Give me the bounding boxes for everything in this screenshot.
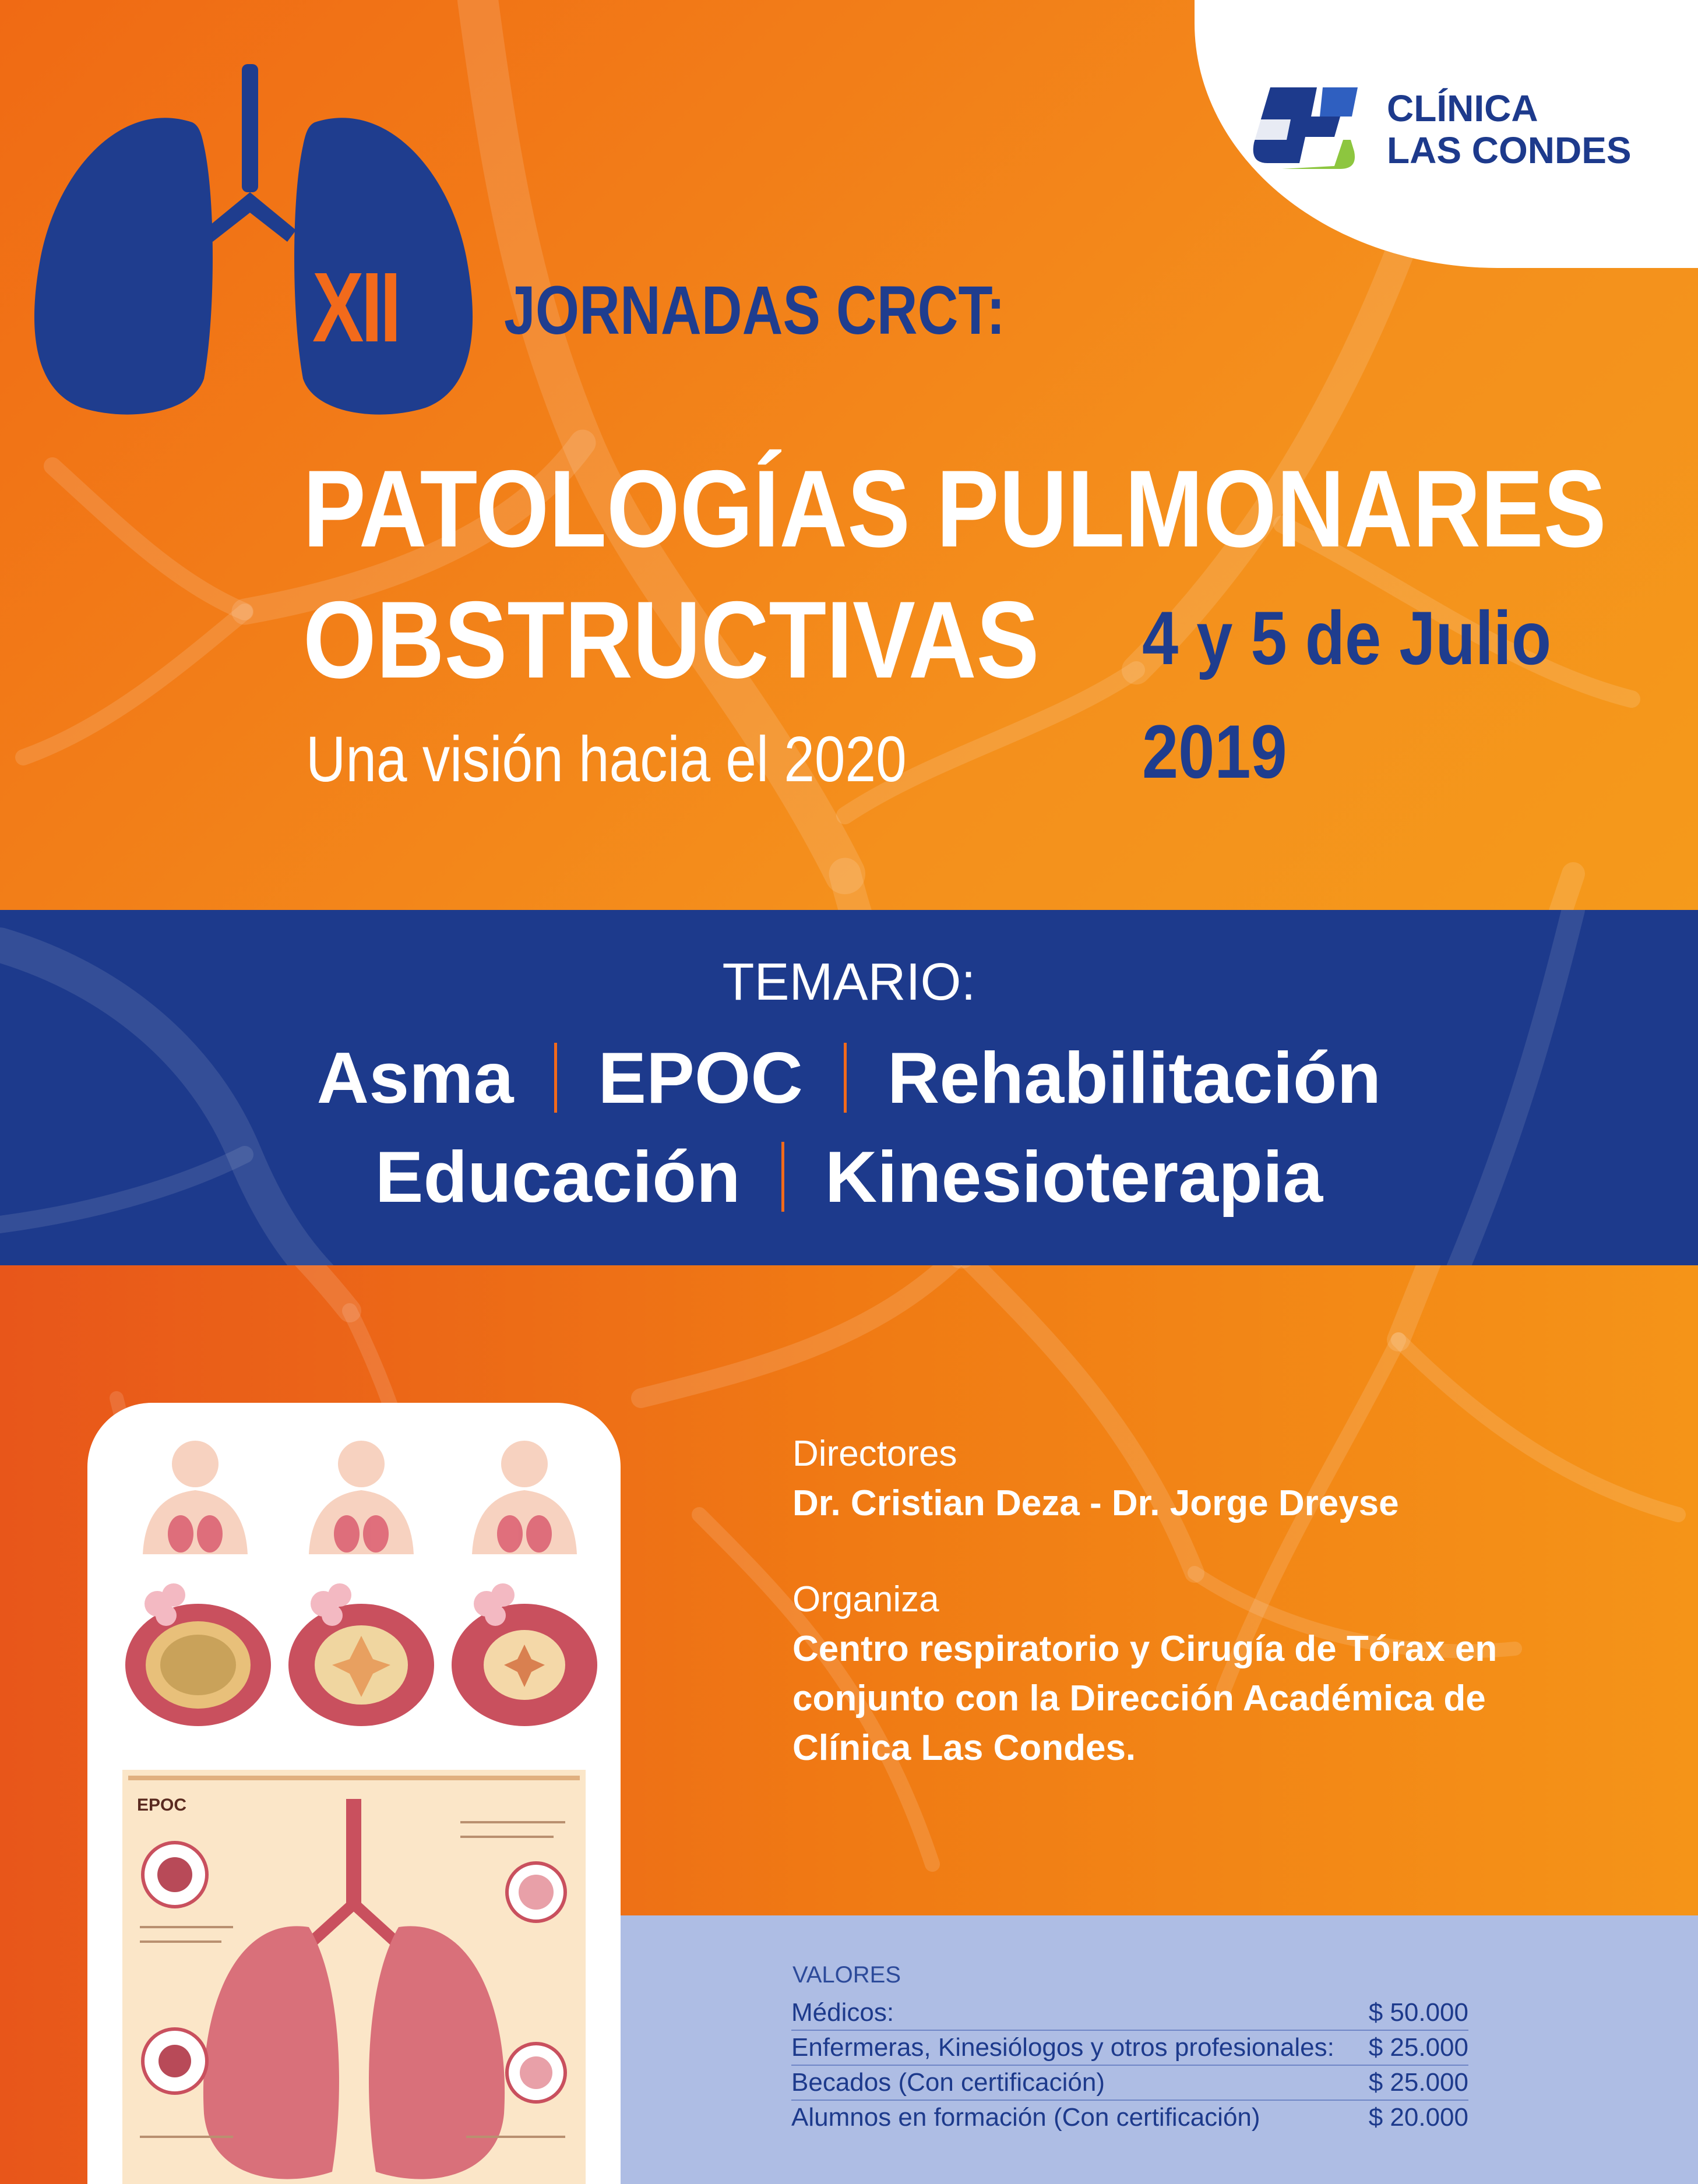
topic-separator: [844, 1043, 847, 1113]
clinica-las-condes-logo-icon: [1247, 82, 1364, 181]
event-year: 2019: [1142, 709, 1287, 794]
series-title: JORNADAS CRCT:: [504, 272, 1006, 349]
price-row: [791, 1998, 1468, 2031]
price-row: [791, 2068, 1468, 2101]
medical-illustration-card: [87, 1403, 621, 2184]
price-amount: $ 25.000: [1368, 2033, 1468, 2062]
lungs-icon: [29, 64, 489, 425]
organizer-line-2: conjunto con la Dirección Académica de: [792, 1678, 1486, 1719]
directors-value: Dr. Cristian Deza - Dr. Jorge Dreyse: [792, 1483, 1399, 1523]
topics-row-1: [0, 1037, 1698, 1120]
price-amount: $ 20.000: [1368, 2103, 1468, 2132]
logo-line-1: CLÍNICA: [1387, 87, 1538, 129]
price-row: [791, 2033, 1468, 2066]
temario-label: TEMARIO:: [722, 953, 976, 1011]
subtitle: Una visión hacia el 2020: [306, 724, 907, 795]
directors-label: Directores: [792, 1434, 957, 1474]
airway-illustration: [87, 1403, 621, 2184]
main-title-line-1: PATOLOGÍAS PULMONARES: [303, 447, 1607, 570]
organizer-label: Organiza: [792, 1579, 939, 1620]
price-label: Alumnos en formación (Con certificación): [791, 2103, 1260, 2132]
price-label: Becados (Con certificación): [791, 2068, 1105, 2097]
edition-numeral: XII: [312, 252, 399, 363]
topic-epoc: EPOC: [598, 1038, 803, 1119]
topic-separator: [781, 1142, 784, 1212]
topic-separator: [554, 1043, 557, 1113]
main-title-line-2: OBSTRUCTIVAS: [303, 578, 1040, 701]
logo-wordmark: [1387, 87, 1632, 171]
panel-title: EPOC: [137, 1795, 187, 1815]
event-date: 4 y 5 de Julio: [1142, 595, 1552, 680]
topic-asma: Asma: [316, 1038, 514, 1119]
topic-educacion: Educación: [375, 1137, 741, 1218]
price-label: Médicos:: [791, 1998, 894, 2027]
topic-rehabilitacion: Rehabilitación: [887, 1038, 1382, 1119]
organizer-line-3: Clínica Las Condes.: [792, 1728, 1136, 1768]
organizer-line-1: Centro respiratorio y Cirugía de Tórax en: [792, 1629, 1498, 1669]
logo-line-2: LAS CONDES: [1387, 129, 1632, 171]
price-amount: $ 50.000: [1368, 1998, 1468, 2027]
topics-row-2: [0, 1136, 1698, 1219]
price-amount: $ 25.000: [1368, 2068, 1468, 2097]
price-label: Enfermeras, Kinesiólogos y otros profesionales:: [791, 2033, 1334, 2062]
valores-title: VALORES: [792, 1962, 901, 1988]
topic-kinesioterapia: Kinesioterapia: [825, 1137, 1323, 1218]
price-row: [791, 2103, 1468, 2134]
